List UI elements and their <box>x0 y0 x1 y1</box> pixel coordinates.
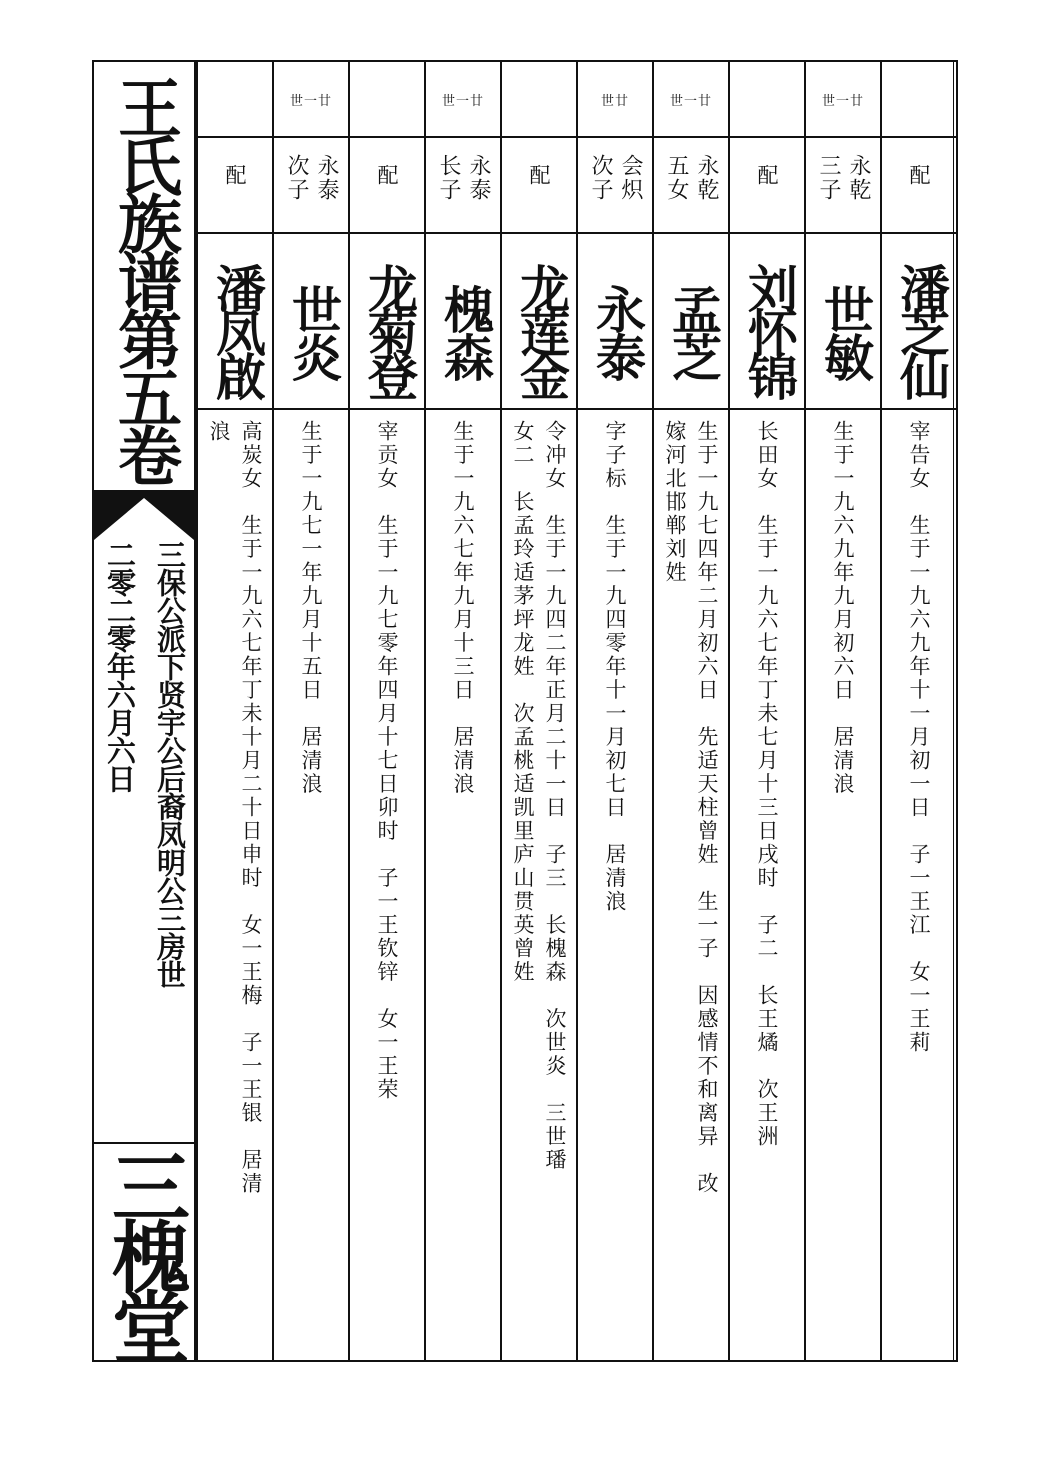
person-column <box>348 62 424 1360</box>
relation-text: 配 <box>223 164 247 187</box>
title-strip <box>94 62 196 1360</box>
biography-cell <box>502 410 576 1360</box>
generation-cell <box>350 62 424 138</box>
edition-date: 二零二零年六月六日 <box>103 540 137 792</box>
person-name: 龙菊登 <box>350 234 424 410</box>
relation-cell <box>502 138 576 234</box>
biography-line: 生于一九六九年九月初六日 居清浪 <box>831 420 855 796</box>
biography-cell <box>274 410 348 1360</box>
person-column <box>804 62 880 1360</box>
relation-cell <box>274 138 348 234</box>
biography-cell <box>350 410 424 1360</box>
biography-cell <box>578 410 652 1360</box>
relation-text: 配 <box>375 164 399 187</box>
biography-cell <box>806 410 880 1360</box>
generation-cell <box>730 62 804 138</box>
person-name: 潘芝仙 <box>882 234 956 410</box>
relation-text: 永泰 <box>466 154 491 202</box>
biography-line: 字子标 生于一九四零年十一月初七日 居清浪 <box>603 420 627 914</box>
biography-cell <box>198 410 272 1360</box>
biography-cell <box>654 410 728 1360</box>
relation-text: 配 <box>907 164 931 187</box>
relation-text: 配 <box>527 164 551 187</box>
biography-line: 宰贡女 生于一九七零年四月十七日卯时 子一王钦锌 女一王荣 <box>375 420 399 1102</box>
biography-cell <box>730 410 804 1360</box>
person-column <box>728 62 804 1360</box>
generation-cell <box>198 62 272 138</box>
biography-line: 长田女 生于一九六七年丁未七月十三日戌时 子二 长王燏 次王洲 <box>755 420 779 1149</box>
relation-text: 次子 <box>588 154 613 202</box>
hall-name: 三槐堂 <box>99 1147 190 1357</box>
person-column <box>196 62 272 1360</box>
biography-line: 高炭女 生于一九六七年丁未十月二十日申时 女一王梅 子一王银 居清 <box>239 420 263 1196</box>
hall-divider <box>94 1142 194 1144</box>
relation-cell <box>578 138 652 234</box>
person-column <box>576 62 652 1360</box>
biography-line: 嫁河北邯郸刘姓 <box>663 420 687 585</box>
person-name: 刘怀锦 <box>730 234 804 410</box>
relation-text: 会炽 <box>618 154 643 202</box>
relation-cell <box>882 138 956 234</box>
relation-text: 配 <box>755 164 779 187</box>
person-name: 世炎 <box>274 234 348 410</box>
person-column <box>652 62 728 1360</box>
biography-line: 浪 <box>207 420 231 444</box>
person-name: 孟芝 <box>654 234 728 410</box>
biography-line: 生于一九七四年二月初六日 先适天柱曾姓 生一子 因感情不和离异 改 <box>695 420 719 1196</box>
biography-line: 宰告女 生于一九六九年十一月初一日 子一王江 女一王莉 <box>907 420 931 1055</box>
relation-text: 永乾 <box>846 154 871 202</box>
genealogy-grid <box>196 62 956 1360</box>
person-column <box>500 62 576 1360</box>
relation-cell <box>350 138 424 234</box>
book-title: 王氏族谱第五卷 <box>107 75 182 481</box>
generation-cell: 世一廿 <box>654 62 728 138</box>
generation-cell: 世一廿 <box>426 62 500 138</box>
generation-cell <box>882 62 956 138</box>
biography-line: 女二 长孟玲适茅坪龙姓 次孟桃适凯里庐山贯英曾姓 <box>511 420 535 984</box>
relation-cell <box>730 138 804 234</box>
fish-tail-ornament <box>94 492 194 542</box>
biography-cell <box>426 410 500 1360</box>
generation-cell: 世一廿 <box>806 62 880 138</box>
generation-cell: 世一廿 <box>274 62 348 138</box>
biography-line: 令冲女 生于一九四二年正月二十一日 子三 长槐森 次世炎 三世璠 <box>543 420 567 1172</box>
relation-text: 永乾 <box>694 154 719 202</box>
relation-cell <box>198 138 272 234</box>
genealogy-page <box>92 60 958 1362</box>
person-name: 槐森 <box>426 234 500 410</box>
relation-text: 长子 <box>436 154 461 202</box>
person-name: 永泰 <box>578 234 652 410</box>
person-column <box>880 62 956 1360</box>
person-name: 潘凤啟 <box>198 234 272 410</box>
relation-text: 三子 <box>816 154 841 202</box>
relation-text: 五女 <box>664 154 689 202</box>
biography-line: 生于一九七一年九月十五日 居清浪 <box>299 420 323 796</box>
generation-cell: 世廿 <box>578 62 652 138</box>
person-column <box>424 62 500 1360</box>
generation-cell <box>502 62 576 138</box>
relation-text: 永泰 <box>314 154 339 202</box>
relation-cell <box>806 138 880 234</box>
relation-cell <box>426 138 500 234</box>
biography-line: 生于一九六七年九月十三日 居清浪 <box>451 420 475 796</box>
lineage-heading: 三保公派下贤宇公后裔凤明公三房世 <box>153 540 187 988</box>
person-column <box>272 62 348 1360</box>
person-name: 龙莲金 <box>502 234 576 410</box>
person-name: 世敏 <box>806 234 880 410</box>
relation-text: 次子 <box>284 154 309 202</box>
biography-cell <box>882 410 956 1360</box>
relation-cell <box>654 138 728 234</box>
